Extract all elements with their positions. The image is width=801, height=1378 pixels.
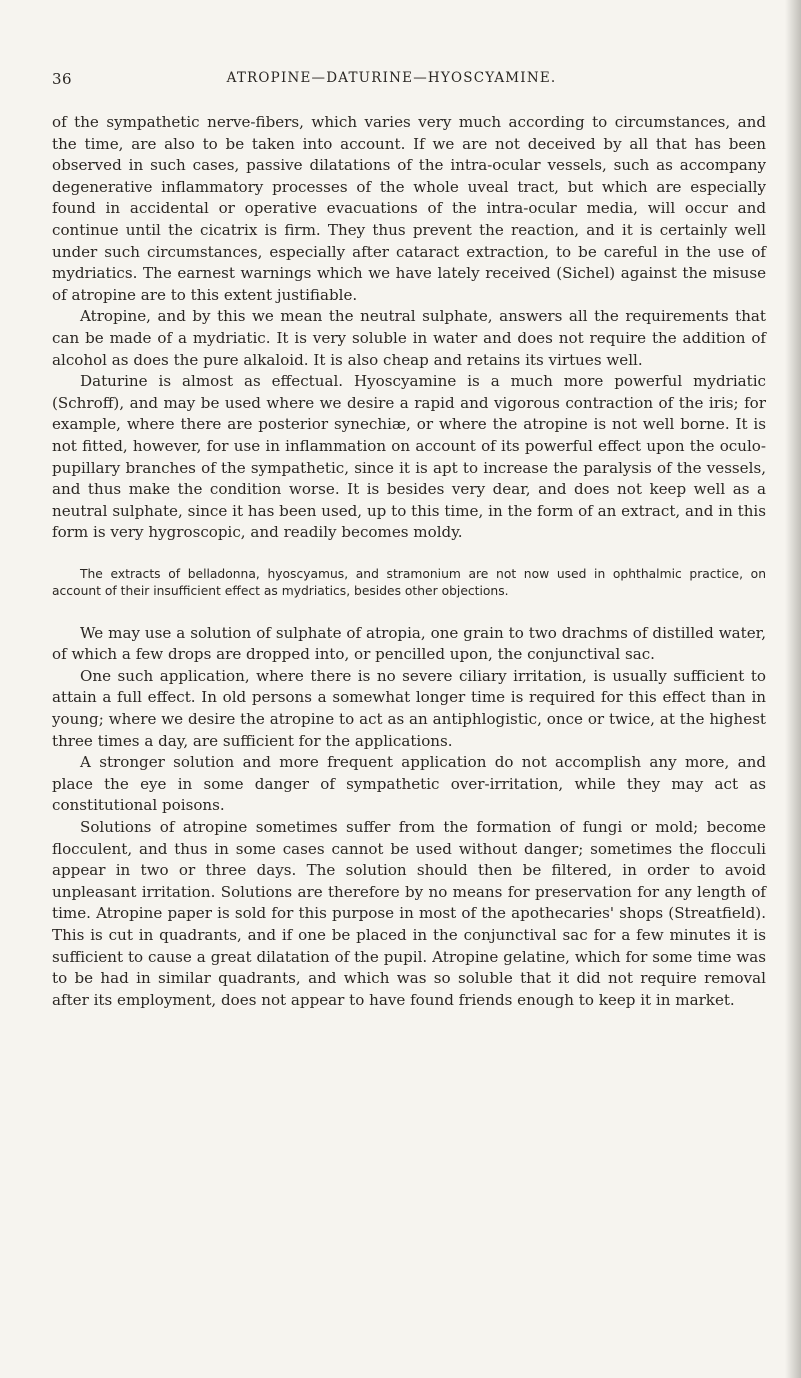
body-text	[52, 112, 766, 1011]
note-extracts: The extracts of belladonna, hyoscyamus, and stramonium are not now used in ophthalmic practice, on account of their insufficient effect as mydriatics, besides other objections.	[52, 566, 766, 599]
paragraph-solution: We may use a solution of sulphate of atropia, one grain to two drachms of distilled water, of which a few drops are dropped into, or pencilled upon, the conjunctival sac.	[52, 623, 766, 664]
paragraph-stronger-solution: A stronger solution and more frequent application do not accomplish any more, and place the eye in some danger of sympathetic over-irritation, while they may act as constitutional poisons.	[52, 753, 766, 815]
page-header	[52, 70, 771, 92]
paragraph-fungi: Solutions of atropine sometimes suffer from the formation of fungi or mold; become flocculent, and thus in some cases cannot be used without danger; sometimes the flocculi appear in two or three days. The solution should then be filtered, in order to avoid unpleasant irritation. Solutions are therefore by no means for preservation for any length of time. Atropine paper is sold for this purpose in most of the apothecaries' shops (Streatfield). This is cut in quadrants, and if one be placed in the conjunctival sac for a few minutes it is sufficient to cause a great dilatation of the pupil. Atropine gelatine, which for some time was to be had in similar quadrants, and which was so soluble that it did not require removal after its employment, does not appear to have found friends enough to keep it in market.	[52, 818, 766, 1009]
running-head: ATROPINE—DATURINE—HYOSCYAMINE.	[226, 70, 557, 86]
paragraph-continuation: of the sympathetic nerve-fibers, which varies very much according to circumstances, and the time, are also to be taken into account. If we are not deceived by all that has been observed in such cases, passive dilatations of the intra-ocular vessels, such as accompany degenerative inflammatory processes of the whole uveal tract, but which are especially found in accidental or operative evacuations of the intra-ocular media, will occur and continue until the cicatrix is firm. They thus prevent the reaction, and it is certainly well under such circumstances, especially after cataract extraction, to be careful in the use of mydriatics. The earnest warnings which we have lately received (Sichel) against the misuse of atropine are to this extent justifiable.	[52, 113, 766, 304]
page-number: 36	[52, 70, 73, 88]
page-edge-shadow	[785, 0, 801, 1378]
paragraph-atropine: Atropine, and by this we mean the neutral sulphate, answers all the requirements that can be made of a mydriatic. It is very soluble in water and does not require the addition of alcohol as does the pure alkaloid. It is also cheap and retains its virtues well.	[52, 307, 766, 369]
paragraph-application: One such application, where there is no severe ciliary irritation, is usually sufficient to attain a full effect. In old persons a somewhat longer time is required for this effect than in young; where we desire the atropine to act as an antiphlogistic, once or twice, at the highest three times a day, are sufficient for the applications.	[52, 666, 766, 750]
paragraph-daturine: Daturine is almost as effectual. Hyoscyamine is a much more powerful mydriatic (Schroff), and may be used where we desire a rapid and vigorous contraction of the iris; for example, where there are posterior synechiæ, or where the atropine is not well borne. It is not fitted, however, for use in inflammation on account of its powerful effect upon the oculo-pupillary branches of the sympathetic, since it is apt to increase the paralysis of the vessels, and thus make the condition worse. It is besides very dear, and does not keep well as a neutral sulphate, since it has been used, up to this time, in the form of an extract, and in this form is very hygroscopic, and readily becomes moldy.	[52, 372, 766, 542]
